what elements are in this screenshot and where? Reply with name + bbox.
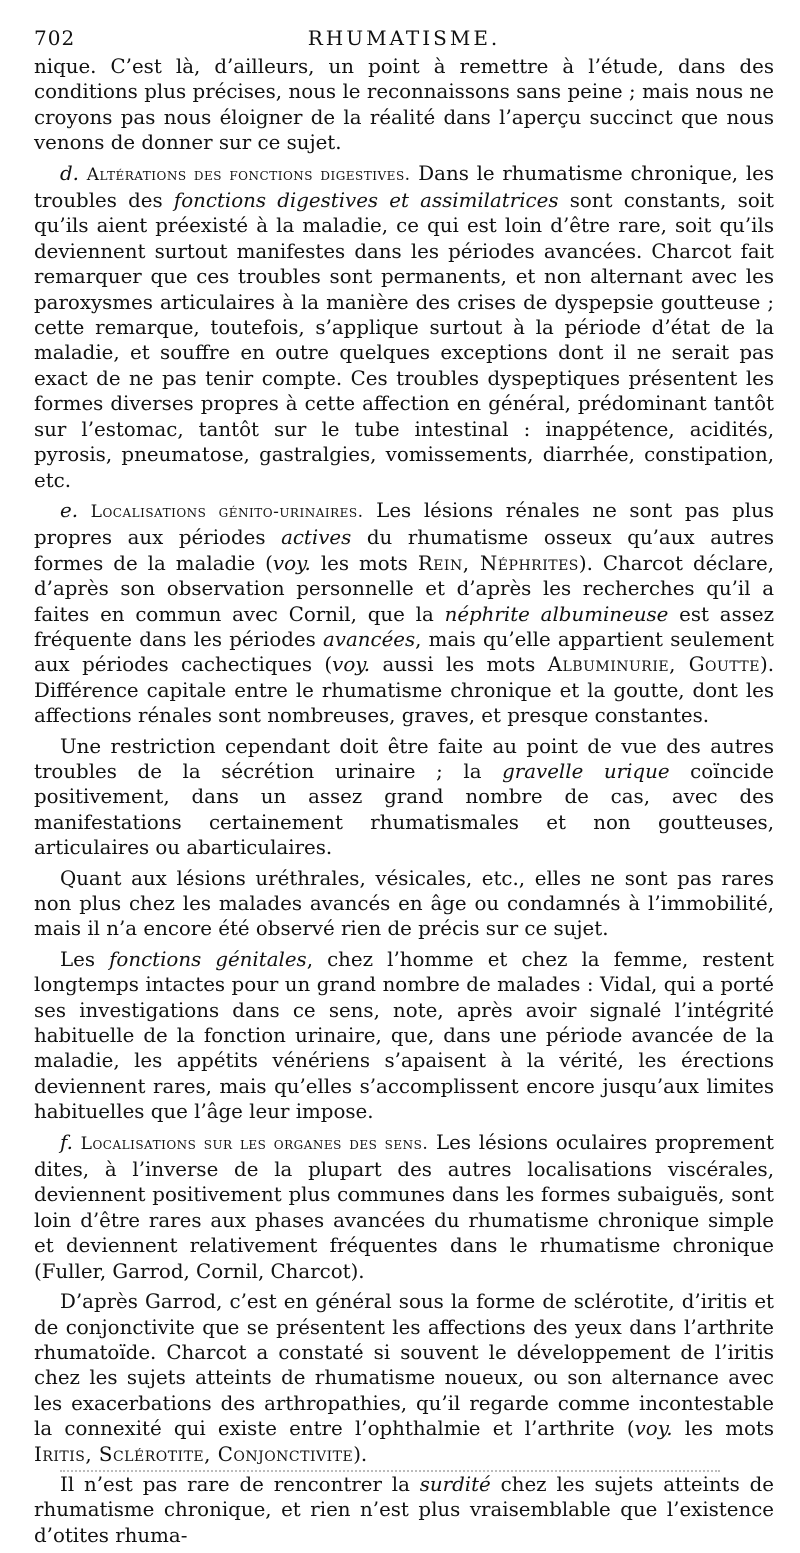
text: Les <box>60 947 110 971</box>
text: Il n’est pas rare de rencontrer la <box>60 1472 420 1496</box>
section-e-heading: Localisations génito-urinaires. <box>90 501 364 522</box>
paragraph-genitales <box>34 947 774 1125</box>
emphasis: voy. <box>634 1417 673 1441</box>
page-number: 702 <box>34 26 76 50</box>
section-letter-e: e. <box>60 498 78 522</box>
text: Les lésions oculaires proprement dites, à l’inverse de la plupart des autres localisations viscérales, deviennent positivement plus communes dans les formes subaiguës, sont loin d’être rares aux phases avancées du rhumatisme chronique simple et deviennent relativement fréquentes dans le rhumatisme chronique (Fuller, Garrod, Cornil, Charcot). <box>34 1130 775 1283</box>
text: ). <box>353 1442 368 1466</box>
text: D’après Garrod, c’est en général sous la forme de sclérotite, d’iritis et de conjonctivite que se présentent les affections des yeux dans l’arthrite rhumatoïde. Charcot a constaté si souvent le développement de l’iritis chez les sujets atteints de rhumatisme noueux, ou son alternance avec les exacerbations des arthropathies, qu’il regarde comme incontestable la connexité qui existe entre l’ophthalmie et l’arthrite ( <box>34 1290 774 1441</box>
text: , chez l’homme et chez la femme, restent longtemps intactes pour un grand nombre de malades : Vidal, qui a porté ses investigations dans ce sens, note, après avoir signalé l’intégrité habituelle de la fonction urinaire, que, dans une période avancée de la maladie, les appétits vénériens s’apaisent à la vérité, les érections deviennent rares, mais qu’elles s’accomplissent encore jusqu’aux limites habituelles que l’âge leur impose. <box>34 947 774 1124</box>
emphasis: néphrite albumineuse <box>444 602 669 626</box>
page-header <box>34 26 774 52</box>
text: Une restriction cependant doit être faite au point de vue des autres troubles de la sécrétion urinaire ; la <box>34 734 774 783</box>
emphasis: surdité <box>419 1472 491 1496</box>
cross-reference: Rein, Néphrites <box>417 551 579 575</box>
text: est assez fréquente dans les périodes <box>34 602 775 651</box>
text: coïncide positivement, dans un assez grand nombre de cas, avec des manifestations certainement rhumatismales et non goutteuses, articulaires ou abarticulaires. <box>34 759 775 860</box>
section-f-heading: Localisations sur les organes des sens. <box>80 1133 429 1154</box>
section-f <box>34 1130 774 1284</box>
section-letter-d: d. <box>60 161 79 185</box>
text: les mots <box>672 1417 774 1441</box>
scan-artifact-line <box>60 1470 720 1474</box>
section-d-heading: Altérations des fonctions digestives. <box>86 164 411 185</box>
emphasis: fonctions génitales <box>109 947 307 971</box>
paragraph-restriction <box>34 734 774 861</box>
document-page <box>34 26 774 1553</box>
text: ). Différence capitale entre le rhumatisme chronique et la goutte, dont les affections rénales sont nombreuses, graves, et presque constantes. <box>34 653 774 728</box>
text: Dans le rhumatisme chronique, les troubles des <box>34 161 775 213</box>
emphasis: avancées <box>323 627 416 651</box>
running-title: RHUMATISME. <box>307 26 501 50</box>
text: , mais qu’elle appartient seulement aux périodes cachectiques ( <box>34 627 774 677</box>
text: du rhumatisme osseux qu’aux autres formes de la maladie ( <box>34 526 774 575</box>
cross-reference: Iritis, Sclérotite, Conjonctivite <box>34 1442 354 1466</box>
section-letter-f: f. <box>60 1130 73 1154</box>
emphasis: gravelle urique <box>502 759 670 783</box>
paragraph-continuation: nique. C’est là, d’ailleurs, un point à remettre à l’étude, dans des conditions plus précises, nous le reconnaissons sans peine ; mais nous ne croyons pas nous éloigner de la réalité dans l’aperçu succinct que nous venons de donner sur ce sujet. <box>34 55 774 155</box>
text: les mots <box>310 551 418 575</box>
section-e <box>34 498 774 729</box>
emphasis: voy. <box>272 551 311 575</box>
text: sont constants, soit qu’ils aient préexisté à la maladie, ce qui est loin d’être rare, soit qu’ils deviennent surtout manifestes dans les périodes avancées. Charcot fait remarquer que ces troubles sont permanents, et non alternant avec les paroxysmes articulaires à la manière des crises de dyspepsie goutteuse ; cette remarque, toutefois, s’applique surtout à la période d’état de la maladie, et souffre en outre quelques exceptions dont il ne serait pas exact de ne pas tenir compte. Ces troubles dyspeptiques présentent les formes diverses propres à cette affection en général, prédominant tantôt sur l’estomac, tantôt sur le tube intestinal : inappétence, acidités, pyrosis, pneumatose, gastralgies, vomissements, diarrhée, constipation, etc. <box>34 189 775 492</box>
text: aussi les mots <box>370 653 548 677</box>
emphasis: actives <box>281 526 352 550</box>
paragraph-lesions: Quant aux lésions uréthrales, vésicales, etc., elles ne sont pas rares non plus chez les malades avancés en âge ou condamnés à l’immobilité, mais il n’a encore été observé rien de précis sur ce sujet. <box>34 866 774 941</box>
text: ). Charcot déclare, d’après son observation personnelle et d’après les recherches qu’il a faites en commun avec Cornil, que la <box>34 551 774 626</box>
cross-reference: Albuminurie, Goutte <box>547 653 760 677</box>
paragraph-surdite <box>34 1472 774 1548</box>
text: chez les sujets atteints de rhumatisme chronique, et rien n’est plus vraisemblable que l’existence d’otites rhuma- <box>34 1472 775 1547</box>
emphasis: fonctions digestives et assimilatrices <box>173 189 559 213</box>
emphasis: voy. <box>332 653 371 677</box>
text: Les lésions rénales ne sont pas plus propres aux périodes <box>34 498 774 550</box>
section-d <box>34 161 774 493</box>
paragraph-garrod <box>34 1289 774 1467</box>
